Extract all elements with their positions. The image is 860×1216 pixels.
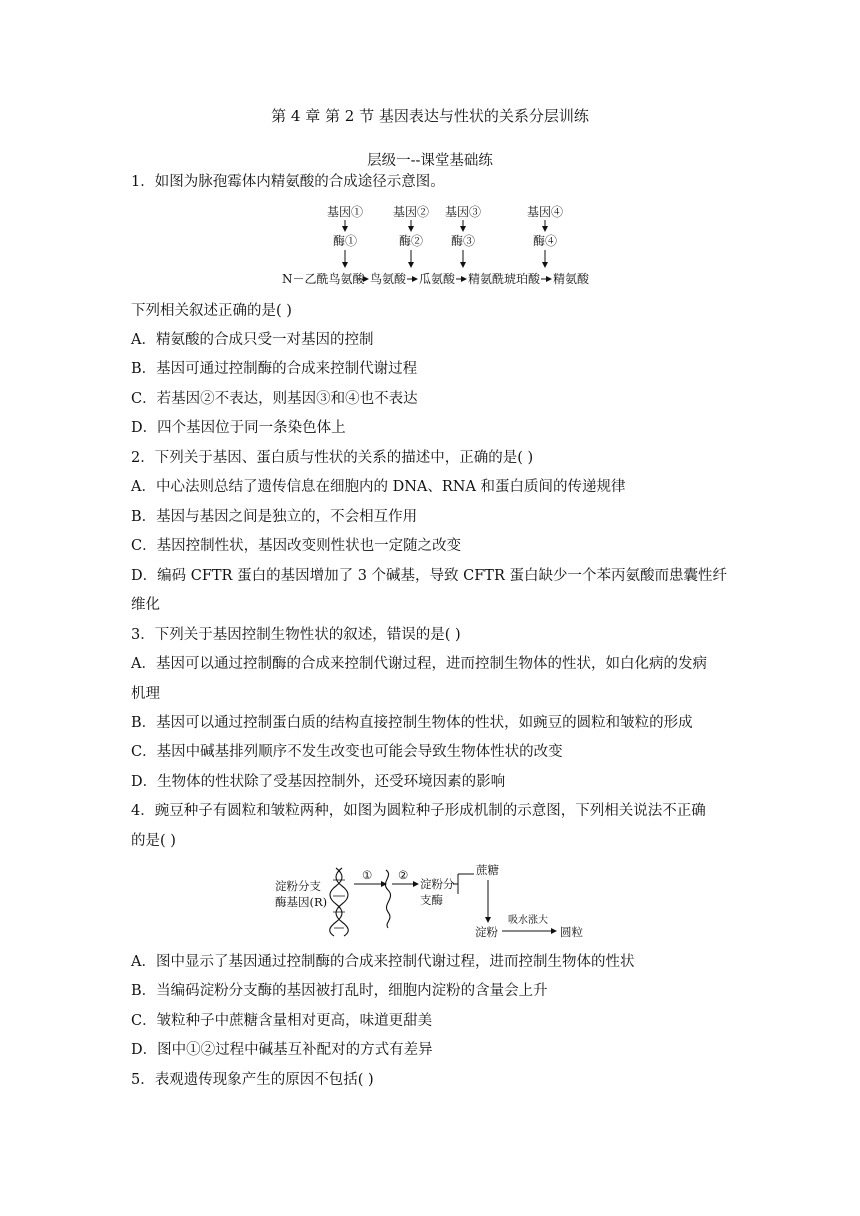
substrate-argininosuccinate: 精氨酰琥珀酸 — [468, 272, 541, 286]
starch-label: 淀粉 — [475, 925, 498, 939]
q3-option-d: D．生物体的性状除了受基因控制外，还受环境因素的影响 — [131, 774, 506, 790]
product-arginine: 精氨酸 — [553, 272, 590, 286]
enzyme-1-label: 酶① — [332, 234, 358, 248]
sucrose-label: 蔗糖 — [476, 863, 499, 877]
round-seed-label: 圆粒 — [560, 925, 583, 939]
enzyme-3-label: 酶③ — [450, 234, 476, 248]
q3-stem: 3．下列关于基因控制生物性状的叙述，错误的是( ) — [131, 627, 461, 643]
q4-stem-cont: 的是( ) — [131, 833, 176, 849]
q4-round-seed-mechanism-figure — [270, 860, 600, 944]
q1-arginine-pathway-figure — [270, 200, 600, 292]
mrna-strand-icon — [385, 870, 390, 928]
step-1-label: ① — [362, 868, 373, 882]
enzyme-label-2: 支酶 — [420, 893, 443, 907]
q5-stem: 5．表观遗传现象产生的原因不包括( ) — [131, 1072, 374, 1088]
substrate-n-acetylornithine: N－乙酰鸟氨酸 — [282, 272, 365, 286]
q2-option-c: C．基因控制性状，基因改变则性状也一定随之改变 — [131, 538, 462, 554]
dna-double-helix-icon — [330, 868, 349, 936]
q4-option-b: B．当编码淀粉分支酶的基因被打乱时，细胞内淀粉的含量会上升 — [131, 983, 548, 999]
q3-option-c: C．基因中碱基排列顺序不发生改变也可能会导致生物体性状的改变 — [131, 744, 563, 760]
gene-4-label: 基因④ — [526, 205, 564, 219]
q2-option-b: B．基因与基因之间是独立的，不会相互作用 — [131, 509, 418, 525]
enzyme-4-label: 酶④ — [532, 234, 558, 248]
level-heading: 层级一--课堂基础练 — [367, 153, 493, 169]
q3-option-a-cont: 机理 — [131, 686, 160, 702]
q3-option-a: A．基因可以通过控制酶的合成来控制代谢过程，进而控制生物体的性状，如白化病的发病 — [131, 656, 707, 672]
absorb-water-label: 吸水涨大 — [508, 915, 548, 926]
gene-r-label-2: 酶基因(R) — [275, 895, 328, 909]
enzyme-label-1: 淀粉分 — [420, 877, 455, 891]
q2-option-d-cont: 维化 — [131, 597, 160, 613]
gene-3-label: 基因③ — [444, 205, 482, 219]
q1-prompt: 下列相关叙述正确的是( ) — [131, 303, 292, 319]
enzyme-2-label: 酶② — [398, 234, 424, 248]
step-2-label: ② — [398, 868, 409, 882]
q2-option-d: D．编码 CFTR 蛋白的基因增加了 3 个碱基，导致 CFTR 蛋白缺少一个苯丙氨酸而患囊性纤 — [131, 568, 727, 584]
q1-stem: 1．如图为脉孢霉体内精氨酸的合成途径示意图。 — [131, 174, 445, 190]
q1-option-b: B．基因可通过控制酶的合成来控制代谢过程 — [131, 361, 418, 377]
q4-stem: 4．豌豆种子有圆粒和皱粒两种，如图为圆粒种子形成机制的示意图，下列相关说法不正确 — [131, 803, 706, 819]
q1-option-c: C．若基因②不表达，则基因③和④也不表达 — [131, 391, 418, 407]
q4-option-d: D．图中①②过程中碱基互补配对的方式有差异 — [131, 1042, 433, 1058]
q2-stem: 2．下列关于基因、蛋白质与性状的关系的描述中，正确的是( ) — [131, 450, 534, 466]
q1-option-a: A．精氨酸的合成只受一对基因的控制 — [131, 332, 374, 348]
q4-option-c: C．皱粒种子中蔗糖含量相对更高，味道更甜美 — [131, 1013, 433, 1029]
substrate-ornithine: 鸟氨酸 — [370, 272, 407, 286]
substrate-citrulline: 瓜氨酸 — [419, 272, 456, 286]
page-title: 第 4 章 第 2 节 基因表达与性状的关系分层训练 — [271, 107, 589, 125]
gene-r-label-1: 淀粉分支 — [275, 879, 321, 893]
q2-option-a: A．中心法则总结了遗传信息在细胞内的 DNA、RNA 和蛋白质间的传递规律 — [131, 479, 626, 495]
q4-option-a: A．图中显示了基因通过控制酶的合成来控制代谢过程，进而控制生物体的性状 — [131, 954, 635, 970]
q1-option-d: D．四个基因位于同一条染色体上 — [131, 420, 346, 436]
gene-1-label: 基因① — [326, 205, 364, 219]
gene-2-label: 基因② — [392, 205, 430, 219]
q3-option-b: B．基因可以通过控制蛋白质的结构直接控制生物体的性状，如豌豆的圆粒和皱粒的形成 — [131, 715, 693, 731]
